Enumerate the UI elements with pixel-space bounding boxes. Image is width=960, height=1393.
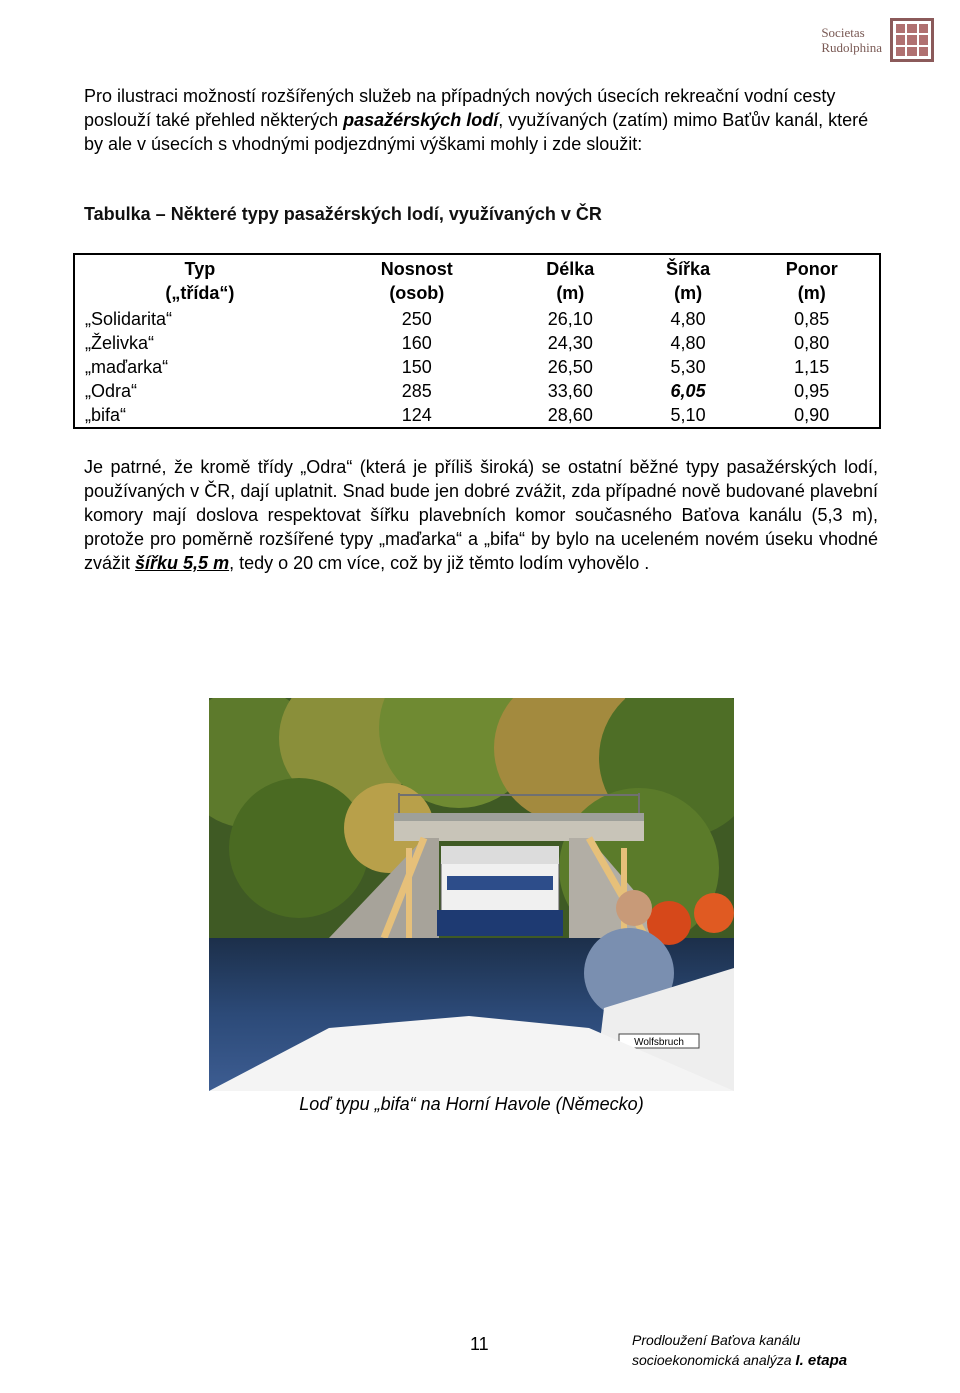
logo-text [821, 25, 882, 55]
cell-width: 5,10 [670, 405, 706, 425]
photo-illustration [209, 698, 734, 1091]
table-row [74, 307, 880, 331]
intro-text-2: , využívaných (zatím) mimo Baťův kanál, které by ale v úsecích s vhodnými podjezdnými výškami mohly i zde sloužit: [84, 110, 869, 154]
cell-draught: 0,95 [794, 381, 830, 401]
page-number: 11 [470, 1334, 489, 1354]
logo-line-2: Rudolphina [821, 40, 882, 55]
cell-type: „bifa“ [85, 405, 127, 425]
analysis-paragraph [84, 455, 878, 575]
analysis-text-2: , tedy o 20 cm více, což by již těmto lodím vyhovělo . [229, 553, 650, 573]
cell-draught: 0,90 [794, 405, 830, 425]
cell-length: 24,30 [547, 333, 593, 353]
cell-length: 28,60 [547, 405, 593, 425]
intro-paragraph [84, 84, 878, 156]
cell-length: 26,10 [547, 309, 593, 329]
table-row [74, 403, 880, 428]
cell-type: „Solidarita“ [85, 309, 173, 329]
table-header-row [74, 254, 880, 307]
cell-length: 26,50 [547, 357, 593, 377]
cell-type: „maďarka“ [85, 357, 169, 377]
cell-type: „Želivka“ [85, 333, 155, 353]
table-row [74, 331, 880, 355]
footer-title-line-2: socioekonomická analýza I. etapa [632, 1352, 848, 1369]
cell-capacity: 160 [401, 333, 432, 353]
intro-bold-term: pasažérských lodí [343, 110, 499, 130]
cell-capacity: 285 [401, 381, 432, 401]
ship-types-table [73, 253, 881, 429]
cell-width: 4,80 [670, 309, 706, 329]
cell-width-highlighted: 6,05 [670, 381, 706, 401]
table-caption: Tabulka – Některé typy pasažérských lodí, využívaných v ČR [84, 204, 602, 224]
analysis-emphasis: šířku 5,5 m [135, 553, 230, 573]
cell-draught: 1,15 [794, 357, 830, 377]
header-length: Délka (m) [546, 259, 595, 303]
cell-draught: 0,85 [794, 309, 830, 329]
boat-name-label: Wolfsbruch [634, 1037, 684, 1048]
header-logo [821, 18, 934, 62]
table-row [74, 379, 880, 403]
footer-stage: I. etapa [795, 1352, 848, 1369]
intro-text-1: Pro ilustraci možností rozšířených služeb na případných nových úsecích rekreační vodní cesty poslouží také přehled některých [84, 86, 836, 130]
cell-type: „Odra“ [85, 381, 138, 401]
logo-emblem-icon [890, 18, 934, 62]
footer-title-line-1: Prodloužení Baťova kanálu [632, 1332, 801, 1348]
header-width: Šířka (m) [666, 259, 711, 303]
cell-width: 5,30 [670, 357, 706, 377]
header-type: Typ („třída“) [165, 259, 235, 303]
header-capacity: Nosnost (osob) [380, 259, 453, 303]
cell-width: 4,80 [670, 333, 706, 353]
cell-capacity: 250 [401, 309, 432, 329]
cell-draught: 0,80 [794, 333, 830, 353]
footer-title [632, 1330, 847, 1371]
canal-lock-photo [209, 698, 734, 1091]
analysis-text-1: Je patrné, že kromě třídy „Odra“ (která je příliš široká) se ostatní běžné typy pasažérských lodí, používaných v ČR, dají uplatnit. Snad bude jen dobré zvážit, zda případné nově budované plavební komory mají doslova respektovat šířku plavebních komor současného Baťova kanálu (5,3 m), protože pro poměrně rozšířené typy „maďarka“ a „bifa“ by bylo na uceleném novém úseku vhodné zvážit [84, 457, 878, 573]
cell-capacity: 124 [401, 405, 432, 425]
cell-length: 33,60 [547, 381, 593, 401]
logo-line-1: Societas [821, 25, 865, 40]
header-draught: Ponor (m) [785, 259, 838, 303]
cell-capacity: 150 [401, 357, 432, 377]
table-row [74, 355, 880, 379]
photo-caption: Loď typu „bifa“ na Horní Havole (Německo) [299, 1094, 644, 1114]
